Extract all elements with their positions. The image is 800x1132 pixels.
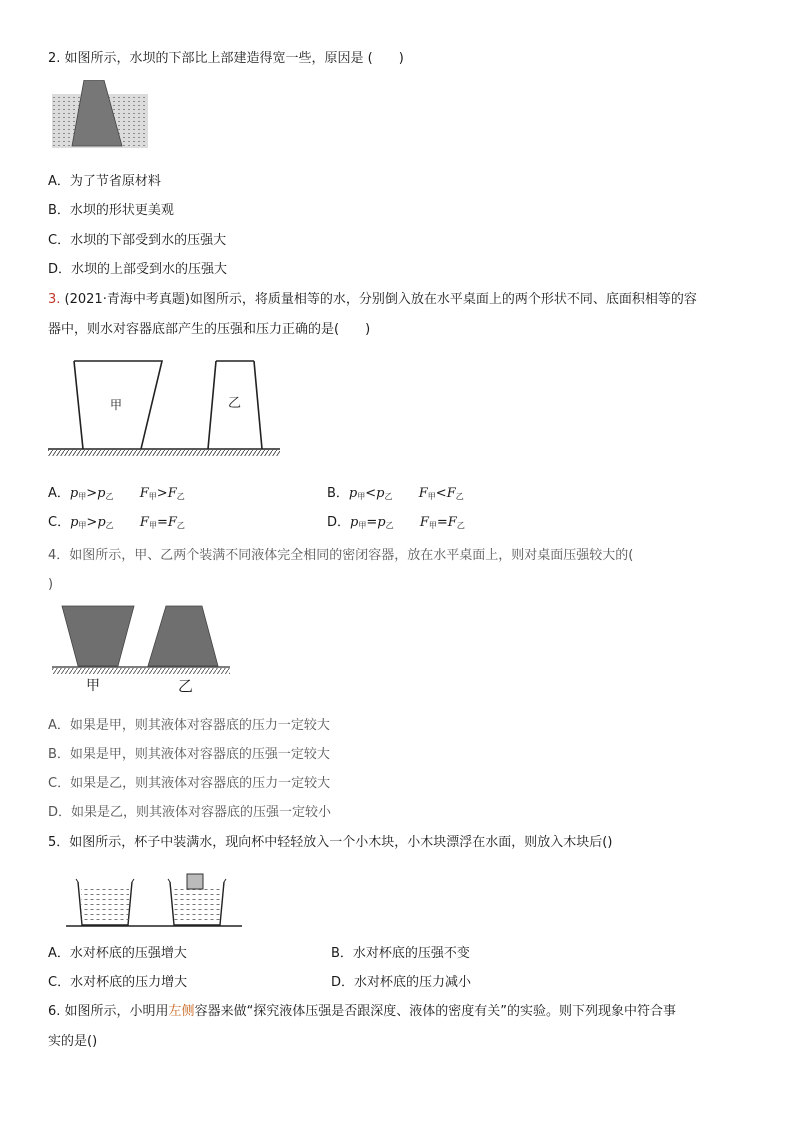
q3-stem-line2: 器中，则水对容器底部产生的压强和压力正确的是( ): [48, 322, 371, 337]
q4-option-b[interactable]: B．如果是甲，则其液体对容器底的压强一定较大: [48, 747, 330, 762]
q4-stem-line1: 4．如图所示，甲、乙两个装满不同液体完全相同的密闭容器，放在水平桌面上，则对桌面压强较大的(: [48, 548, 634, 563]
q2-option-b[interactable]: B．水坝的形状更美观: [48, 203, 174, 218]
q3-label-yi: 乙: [228, 396, 242, 411]
q6-highlight: 左侧: [168, 1004, 195, 1019]
q3-option-b[interactable]: B．$p_甲<p_乙$ $F_甲<F_乙$: [327, 486, 464, 501]
q3-stem-text: (2021·青海中考真题)如图所示，将质量相等的水，分别倒入放在水平桌面上的两个形状不同、底面积相等的容: [64, 292, 697, 307]
q3-stem-line1: [48, 290, 697, 310]
q2-option-a[interactable]: A．为了节省原材料: [48, 174, 161, 189]
q5-option-c[interactable]: C．水对杯底的压力增大: [48, 975, 188, 990]
q3-label-jia: 甲: [110, 398, 123, 412]
q4-option-d[interactable]: D．如果是乙，则其液体对容器底的压强一定较小: [48, 805, 332, 820]
wood-block: [187, 874, 203, 889]
q4-label-jia: 甲: [86, 678, 100, 694]
q4-container-yi: [148, 606, 218, 666]
q5-option-d[interactable]: D．水对杯底的压力减小: [331, 975, 472, 990]
q4-containers-figure: [52, 604, 230, 676]
q4-stem-line2: ): [48, 577, 54, 592]
q2-option-c[interactable]: C．水坝的下部受到水的压强大: [48, 233, 227, 248]
q4-option-a[interactable]: A．如果是甲，则其液体对容器底的压力一定较大: [48, 718, 330, 733]
q6-stem-line1: [48, 1002, 676, 1022]
table-hatch: [48, 450, 280, 456]
cup1-water: [81, 886, 129, 924]
q5-option-a[interactable]: A．水对杯底的压强增大: [48, 946, 187, 961]
q4-option-c[interactable]: C．如果是乙，则其液体对容器底的压力一定较大: [48, 776, 331, 791]
q5-option-b[interactable]: B．水对杯底的压强不变: [331, 946, 470, 961]
q5-stem: 5．如图所示，杯子中装满水，现向杯中轻轻放入一个小木块，小木块漂浮在水面，则放入木块后(): [48, 835, 613, 850]
q3-option-d[interactable]: D．$p_甲=p_乙$ $F_甲=F_乙$: [327, 515, 465, 530]
q3-containers-figure: [48, 355, 280, 459]
q2-option-d[interactable]: D．水坝的上部受到水的压强大: [48, 262, 228, 277]
q3-number: 3.: [48, 292, 61, 307]
q4-container-jia: [62, 606, 134, 666]
cup2-water: [173, 886, 221, 924]
q3-option-c[interactable]: C．$p_甲>p_乙$ $F_甲=F_乙$: [48, 515, 185, 530]
q3-option-a[interactable]: A．$p_甲>p_乙$ $F_甲>F_乙$: [48, 486, 185, 501]
q6-stem-a: 6. 如图所示，小明用: [48, 1004, 169, 1019]
q6-stem-line2: 实的是(): [48, 1034, 98, 1049]
q2-stem: 2. 如图所示，水坝的下部比上部建造得宽一些，原因是 ( ): [48, 51, 404, 66]
q4-label-yi: 乙: [178, 677, 194, 695]
q6-stem-b: 容器来做“探究液体压强是否跟深度、液体的密度有关”的实验。则下列现象中符合事: [194, 1004, 677, 1019]
q5-cups-figure: [66, 872, 242, 932]
q2-dam-figure: [52, 80, 148, 150]
